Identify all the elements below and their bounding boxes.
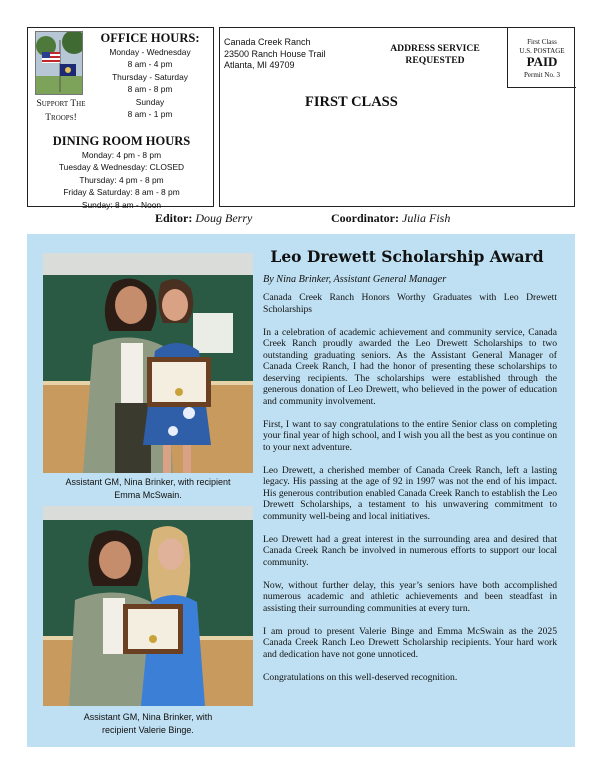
article-paragraph: Leo Drewett had a great interest in the surrounding area and desired that Canada Creek Ranch be involved in numerous efforts to support our local community. — [263, 533, 557, 568]
office-hours-line: 8 am - 8 pm — [127, 84, 173, 95]
dining-hours-line: Friday & Saturday: 8 am - 8 pm — [63, 187, 180, 198]
article-panel — [27, 234, 575, 747]
editor-credit: Editor: Doug Berry — [155, 211, 253, 225]
photo-caption: Assistant GM, Nina Brinker, with recipient Emma McSwain. — [65, 477, 231, 500]
article-paragraph: Leo Drewett, a cherished member of Canada Creek Ranch, left a lasting legacy. His passing at the age of 92 in 1997 was not the end of his impact. His generous contribution enabled Canada Creek Ranch to establish the Leo Drewett Scholarships, a testament to his unwavering commitment to community well-being and local initiatives. — [263, 464, 557, 522]
dining-hours-list — [30, 149, 213, 211]
photo-valerie-binge — [43, 506, 253, 706]
article-paragraph: Congratulations on this well-deserved recognition. — [263, 671, 458, 683]
office-hours-list — [90, 46, 210, 120]
article-title: Leo Drewett Scholarship Award — [270, 247, 544, 266]
article-paragraph: Now, without further delay, this year’s seniors have both accomplished numerous academic and athletic achievements and been steadfast in assisting their surrounding communities at every turn. — [263, 579, 557, 614]
flag-photo — [35, 31, 83, 95]
dining-hours-line: Tuesday & Wednesday: CLOSED — [58, 162, 185, 173]
article-paragraph: I am proud to present Valerie Binge and Emma McSwain as the 2025 Canada Creek Ranch Leo Drewett Scholarship recipients. Your hard work and dedication have not gone unnoticed. — [263, 625, 557, 660]
dining-hours-line: Sunday: 8 am - Noon — [81, 199, 162, 210]
office-hours-line: Monday - Wednesday — [109, 47, 191, 57]
article-body — [263, 292, 557, 695]
photo-emma-mcswain — [43, 253, 253, 473]
office-hours-line: Sunday — [135, 96, 165, 107]
first-class-label: FIRST CLASS — [305, 94, 398, 110]
dining-hours-line: Monday: 4 pm - 8 pm — [81, 150, 162, 160]
office-hours-line: 8 am - 1 pm — [127, 109, 173, 120]
office-hours-line: Thursday - Saturday — [112, 71, 188, 82]
address-service-requested: ADDRESS SERVICE REQUESTED — [390, 43, 480, 66]
photo-caption: Assistant GM, Nina Brinker, with recipient Valerie Binge. — [83, 712, 213, 735]
mailing-panel — [219, 27, 575, 207]
article-byline: By Nina Brinker, Assistant General Manager — [263, 274, 447, 285]
article-paragraph: First, I want to say congratulations to the entire Senior class on completing your final year of high school, and I wish you all the best as you continue on to your next adventure. — [263, 418, 557, 453]
dining-hours-line: Thursday: 4 pm - 8 pm — [79, 174, 164, 185]
office-hours-line: 8 am - 4 pm — [127, 59, 173, 70]
article-paragraph: Canada Creek Ranch Honors Worthy Graduates with Leo Drewett Scholarships — [263, 292, 557, 315]
postage-indicia: First Class U.S. POSTAGE PAID Permit No. 3 — [507, 28, 576, 88]
dining-hours-title: DINING ROOM HOURS — [52, 134, 191, 148]
article-paragraph: In a celebration of academic achievement and community service, Canada Creek Ranch proudly awarded the Leo Drewett Scholarships to two outstanding graduating seniors. As the Assistant General Manager of Canada Creek Ranch, I had the honor of presenting these scholarships to deserving recipients. The scholarships were established through the generous donation of Leo Drewett, who believed in the power of education and community involvement. — [263, 326, 557, 407]
office-hours-title: OFFICE HOURS: — [100, 31, 200, 45]
support-troops-text: Support The Troops! — [36, 99, 86, 123]
coordinator-credit: Coordinator: Julia Fish — [331, 211, 451, 225]
return-address: Canada Creek Ranch 23500 Ranch House Trail Atlanta, MI 49709 — [224, 37, 326, 70]
hours-box — [27, 27, 214, 210]
